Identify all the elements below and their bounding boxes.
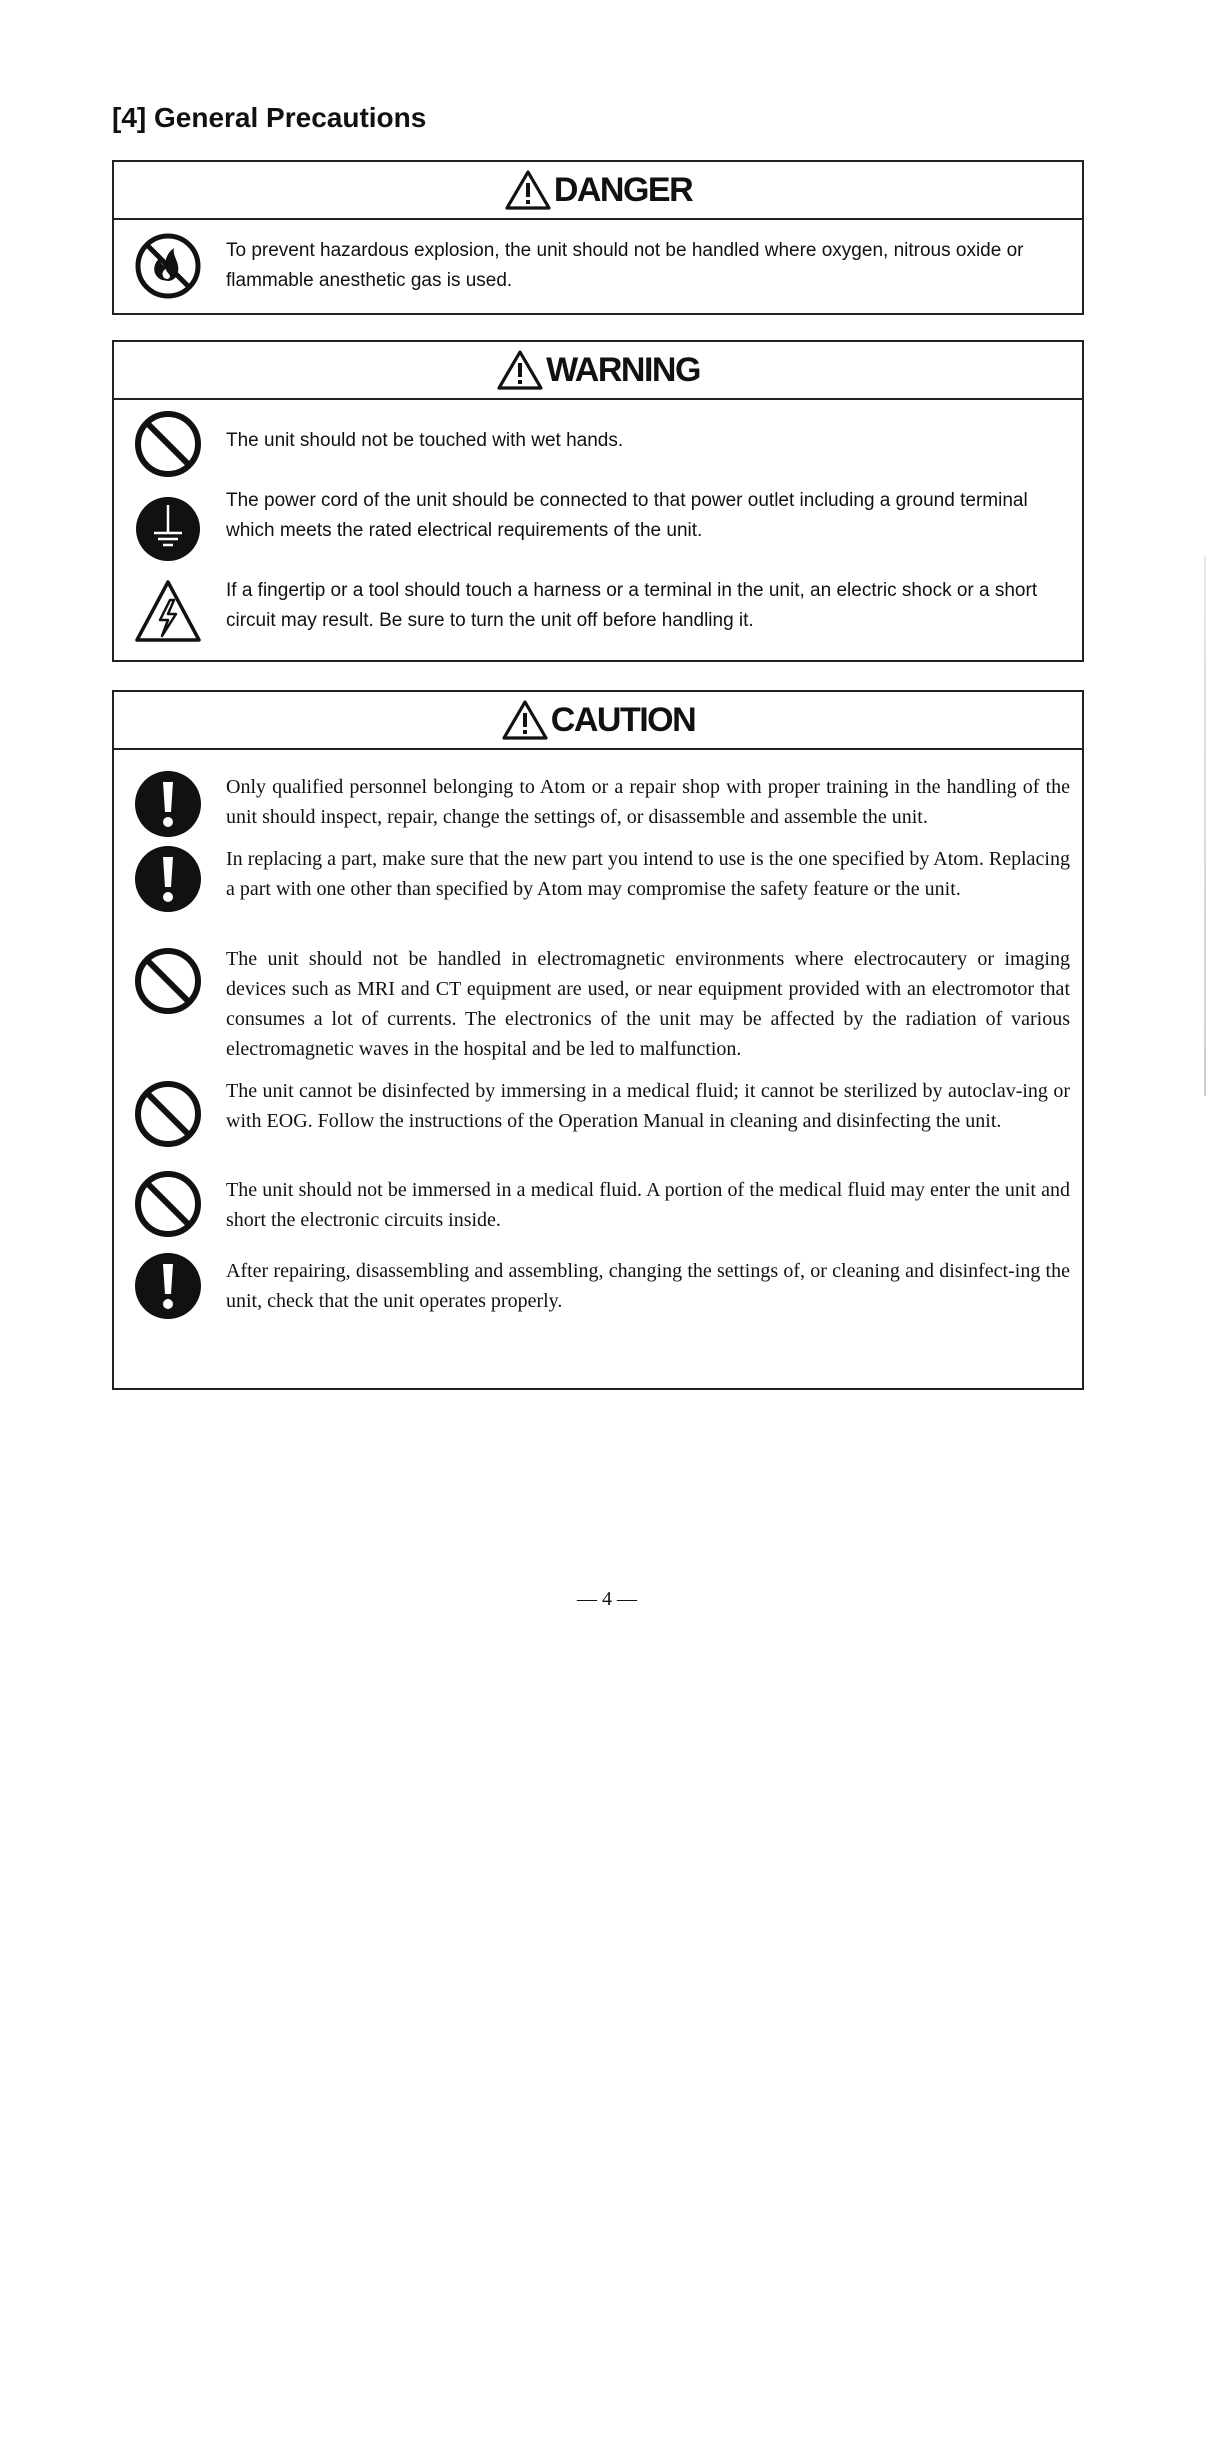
- warning-header: [114, 342, 1082, 400]
- prohibition-icon: [134, 1080, 202, 1148]
- warning-triangle-icon: [501, 699, 549, 741]
- caution-text-5: The unit should not be immersed in a medical fluid. A portion of the medical fluid may enter the unit and short the electronic circuits inside.: [226, 1179, 1070, 1231]
- scan-edge-mark: [1204, 556, 1206, 1096]
- danger-box: [112, 160, 1084, 315]
- prohibition-icon: [134, 1170, 202, 1238]
- caution-text-4: The unit cannot be disinfected by immersing in a medical fluid; it cannot be sterilized by autoclav-ing or with EOG. Follow the instructions of the Operation Manual in cleaning and disinfecting the unit.: [226, 1080, 1070, 1132]
- warning-text-3: If a fingertip or a tool should touch a harness or a terminal in the unit, an electric shock or a short circuit may result. Be sure to turn the unit off before handling it.: [226, 580, 1038, 631]
- caution-text-2: In replacing a part, make sure that the new part you intend to use is the one specified by Atom. Replacing a part with one other than specified by Atom may compromise the safety feature or the unit.: [226, 848, 1070, 900]
- electric-shock-icon: [134, 578, 202, 646]
- warning-text-2: The power cord of the unit should be connected to that power outlet including a ground terminal which meets the rated electrical requirements of the unit.: [226, 490, 1028, 541]
- no-flammable-gas-icon: [134, 232, 202, 300]
- danger-text: To prevent hazardous explosion, the unit should not be handled where oxygen, nitrous oxide or flammable anesthetic gas is used.: [226, 240, 1024, 291]
- page-number: — 4 —: [577, 1588, 637, 1610]
- ground-icon: [134, 495, 202, 563]
- prohibition-icon: [134, 947, 202, 1015]
- warning-text-1: The unit should not be touched with wet hands.: [226, 430, 624, 451]
- caution-header: [114, 692, 1082, 750]
- mandatory-action-icon: [134, 1252, 202, 1320]
- warning-box: [112, 340, 1084, 662]
- mandatory-action-icon: [134, 845, 202, 913]
- danger-label: DANGER: [553, 170, 693, 209]
- caution-box: [112, 690, 1084, 1390]
- caution-label: CAUTION: [550, 700, 696, 739]
- danger-item: [114, 220, 1082, 315]
- warning-item: [114, 400, 1082, 662]
- section-title: [4] General Precautions: [112, 102, 427, 133]
- warning-triangle-icon: [504, 169, 552, 211]
- caution-text-6: After repairing, disassembling and assembling, changing the settings of, or cleaning and disinfect-ing the unit, check that the unit operates properly.: [226, 1260, 1070, 1312]
- prohibition-icon: [134, 410, 202, 478]
- danger-header: [114, 162, 1082, 220]
- mandatory-action-icon: [134, 770, 202, 838]
- warning-triangle-icon: [496, 349, 544, 391]
- caution-text-1: Only qualified personnel belonging to Atom or a repair shop with proper training in the handling of the unit should inspect, repair, change the settings of, or disassemble and assemble the unit.: [226, 776, 1070, 828]
- warning-label: WARNING: [546, 350, 700, 389]
- caution-text-3: The unit should not be handled in electromagnetic environments where electrocautery or imaging devices such as MRI and CT equipment are used, or near equipment provided with an electromotor that consumes a lot of currents. The electronics of the unit may be affected by the radiation of various electromagnetic waves in the hospital and be led to malfunction.: [226, 948, 1070, 1060]
- caution-items: [114, 750, 1082, 1390]
